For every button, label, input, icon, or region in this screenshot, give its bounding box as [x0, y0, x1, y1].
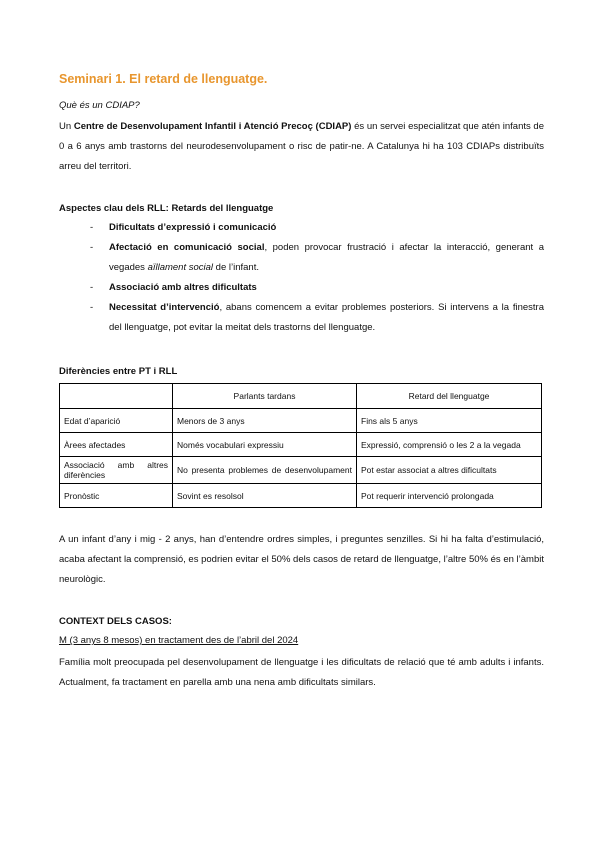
case-title: M (3 anys 8 mesos) en tractament des de l’abril del 2024 [59, 635, 299, 646]
list-item [59, 218, 544, 238]
comparison-table [59, 383, 542, 508]
list-item-text: , poden provocar frustració i afectar la interacció, generant a vegades [109, 242, 544, 273]
case-description: Família molt preocupada pel desenvolupament de llenguatge i les dificultats de relació que té amb adults i infants. Actualment, fa tractament en parella amb una nena amb dificultats similars. [59, 657, 544, 688]
table-cell: Menors de 3 anys [173, 409, 357, 433]
list-item-bold: Associació amb altres dificultats [109, 282, 257, 293]
table-row [60, 433, 542, 457]
table-cell: Fins als 5 anys [357, 409, 542, 433]
rll-heading: Aspectes clau dels RLL: Retards del llenguatge [59, 203, 274, 214]
table-cell: No presenta problemes de desenvolupament [173, 457, 357, 484]
comprehension-paragraph: A un infant d’any i mig - 2 anys, han d’entendre ordres simples, i preguntes senzilles. Si hi ha falta d’estimulació, acaba afectant la comprensió, es podrien evitar el 50% dels casos de retard de llenguatge, l’altre 50% és en l’àmbit neurològic. [59, 534, 544, 585]
table-cell: Sovint es resolsol [173, 484, 357, 508]
table-row-header: Pronòstic [60, 484, 173, 508]
table-heading: Diferències entre PT i RLL [59, 366, 178, 377]
table-header-row [60, 384, 542, 409]
table-row-header: Edat d’aparició [60, 409, 173, 433]
intro-bold: Centre de Desenvolupament Infantil i Atenció Precoç (CDIAP) [73, 121, 352, 132]
intro-rest: és un servei especialitzat que atén infants de 0 a 6 anys amb trastorns del neurodesenvolupament o risc de patir-ne. A Catalunya hi ha 103 CDIAPs distribuïts arreu del territori. [59, 121, 544, 172]
table-header-cell: Parlants tardans [173, 384, 357, 409]
intro-prefix: Un [59, 121, 74, 132]
list-item-tail: de l’infant. [213, 262, 259, 273]
table-row [60, 409, 542, 433]
list-item-bold: Necessitat d’intervenció [109, 302, 220, 313]
list-item-bold: Dificultats d’expressió i comunicació [109, 222, 277, 233]
table-cell: Pot requerir intervenció prolongada [357, 484, 542, 508]
context-heading: CONTEXT DELS CASOS: [59, 616, 172, 627]
rll-list [59, 218, 544, 338]
table-row [60, 457, 542, 484]
list-item-bold: Afectació en comunicació social [109, 242, 265, 253]
list-item [59, 278, 544, 298]
table-cell: Expressió, comprensió o les 2 a la vegada [357, 433, 542, 457]
list-item [59, 298, 544, 338]
section-subtitle: Què és un CDIAP? [59, 100, 140, 111]
table-header-cell [60, 384, 173, 409]
table-cell: Pot estar associat a altres dificultats [357, 457, 542, 484]
table-row-header: Àrees afectades [60, 433, 173, 457]
table-cell: Només vocabulari expressiu [173, 433, 357, 457]
list-item [59, 238, 544, 278]
table-header-cell: Retard del llenguatge [357, 384, 542, 409]
table-row [60, 484, 542, 508]
list-item-italic: aïllament social [147, 262, 214, 273]
intro-paragraph [59, 117, 544, 177]
list-item-text: , abans comencem a evitar problemes posteriors. Si intervens a la finestra del llenguatge, pot evitar la meitat dels trastorns del llenguatge. [109, 302, 545, 333]
document-title: Seminari 1. El retard de llenguatge. [59, 72, 268, 86]
table-row-header: Associació amb altres diferències [60, 457, 173, 484]
